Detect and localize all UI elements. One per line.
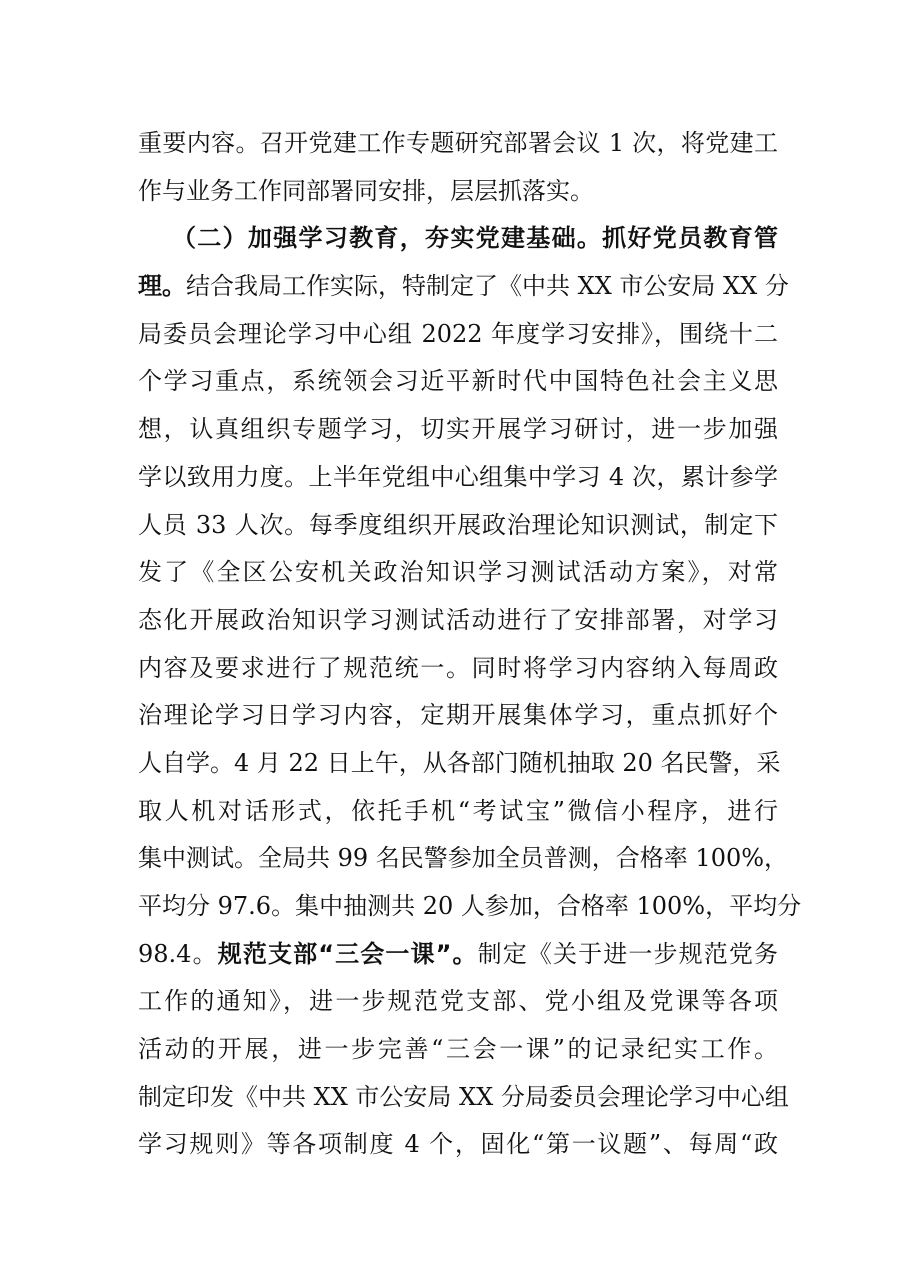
bold-text-segment: （二）加强学习教育，夯实党建基础。抓好党员教育管	[172, 224, 778, 253]
text-line	[138, 406, 778, 454]
text-segment: 制定印发《中共 XX 市公安局 XX 分局委员会理论学习中心组	[138, 1082, 789, 1111]
text-line	[138, 311, 778, 359]
text-segment: 人自学。4 月 22 日上午，从各部门随机抽取 20 名民警，采	[138, 748, 781, 777]
body-text	[138, 120, 802, 1169]
text-line	[138, 883, 802, 931]
text-segment: 学以致用力度。上半年党组中心组集中学习 4 次，累计参学	[138, 462, 778, 491]
text-segment: 局委员会理论学习中心组 2022 年度学习安排》，围绕十二	[138, 319, 778, 348]
text-segment: 取人机对话形式，依托手机“考试宝”微信小程序，进行	[138, 796, 778, 825]
text-segment: 态化开展政治知识学习测试活动进行了安排部署，对学习	[138, 605, 778, 634]
text-line	[138, 1121, 778, 1169]
bold-text-segment: 理。	[138, 272, 186, 301]
text-line	[138, 740, 781, 788]
text-line	[138, 931, 778, 979]
text-line	[138, 502, 778, 550]
text-line	[138, 120, 778, 168]
text-segment: 制定《关于进一步规范党务	[477, 939, 779, 968]
text-line	[138, 168, 778, 216]
text-line	[138, 215, 778, 263]
text-segment: 作与业务工作同部署同安排，层层抓落实。	[138, 176, 594, 205]
text-segment: 集中测试。全局共 99 名民警参加全员普测，合格率 100%，	[138, 844, 789, 873]
text-segment: 活动的开展，进一步完善“三会一课”的记录纪实工作。	[138, 1035, 778, 1064]
text-segment: 平均分 97.6。集中抽测共 20 人参加，合格率 100%，平均分	[138, 892, 802, 920]
text-line	[138, 549, 778, 597]
text-line	[138, 454, 778, 502]
text-segment: 个学习重点，系统领会习近平新时代中国特色社会主义思	[138, 367, 778, 396]
text-line	[138, 692, 778, 740]
text-segment: 工作的通知》，进一步规范党支部、党小组及党课等各项	[138, 987, 778, 1016]
text-segment: 想，认真组织专题学习，切实开展学习研讨，进一步加强	[138, 415, 778, 444]
text-segment: 98.4。	[138, 939, 218, 968]
text-segment: 重要内容。召开党建工作专题研究部署会议 1 次，将党建工	[138, 129, 778, 157]
text-line	[138, 1026, 778, 1074]
text-line	[138, 978, 778, 1026]
text-segment: 结合我局工作实际，特制定了《中共 XX 市公安局 XX 分	[186, 272, 789, 301]
text-segment: 治理论学习日学习内容，定期开展集体学习，重点抓好个	[138, 701, 778, 730]
text-line	[138, 358, 778, 406]
text-line	[138, 597, 778, 645]
text-line	[138, 1074, 789, 1122]
text-segment: 学习规则》等各项制度 4 个，固化“第一议题”、每周“政	[138, 1130, 778, 1159]
text-segment: 发了《全区公安机关政治知识学习测试活动方案》，对常	[138, 558, 778, 587]
bold-text-segment: 规范支部“三会一课”。	[217, 939, 478, 968]
text-line	[138, 835, 789, 883]
text-segment: 人员 33 人次。每季度组织开展政治理论知识测试，制定下	[138, 510, 778, 539]
text-line	[138, 645, 778, 693]
text-segment: 内容及要求进行了规范统一。同时将学习内容纳入每周政	[138, 653, 778, 682]
text-line	[138, 263, 789, 311]
text-line	[138, 788, 778, 836]
